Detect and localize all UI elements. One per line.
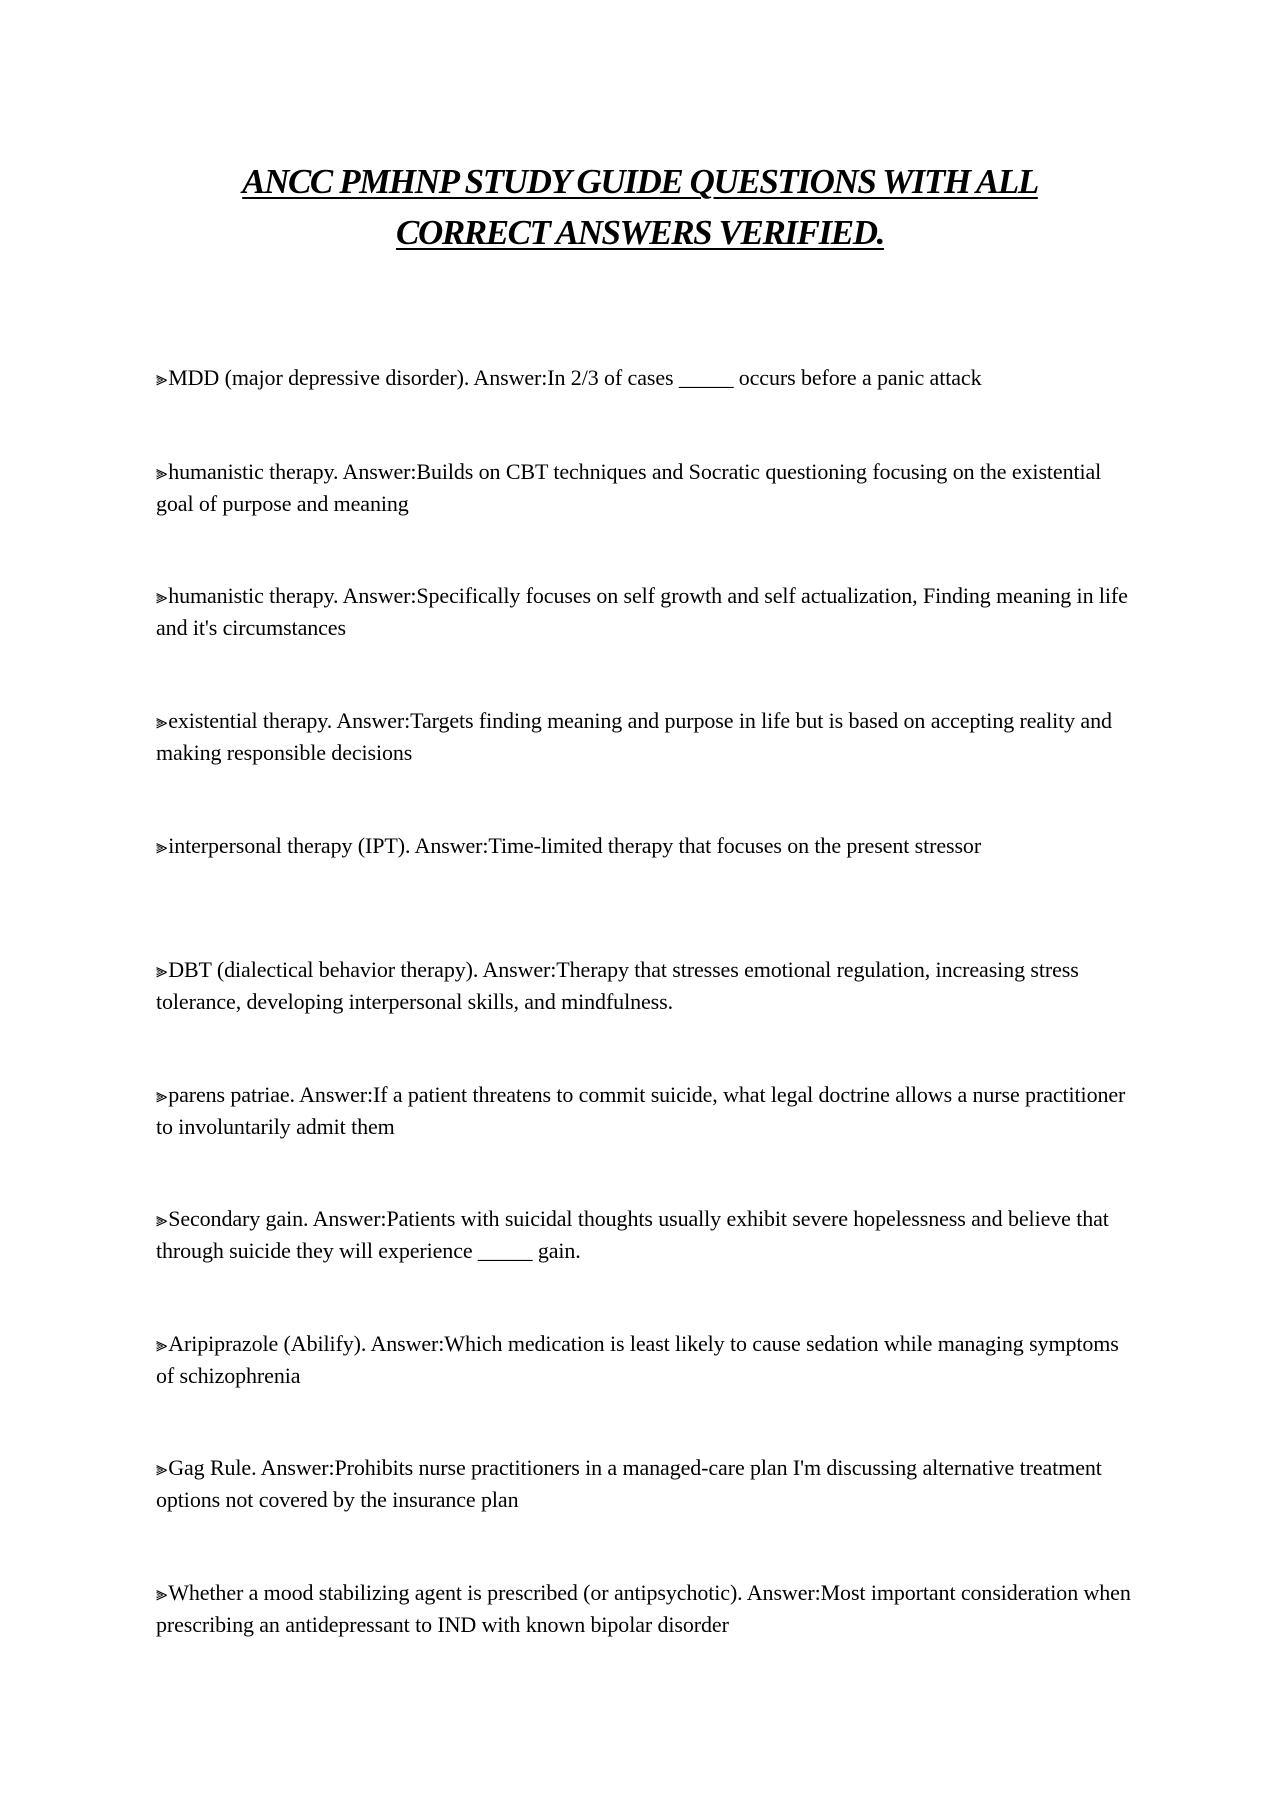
qa-text: Aripiprazole (Abilify). Answer:Which medication is least likely to cause sedation while managing symptoms of schizophrenia [156,1331,1119,1388]
qa-item-9 [156,1328,1136,1391]
arrow-bullet-icon: ⫸ [156,1581,168,1605]
qa-text: humanistic therapy. Answer:Builds on CBT techniques and Socratic questioning focusing on the existential goal of purpose and meaning [156,459,1102,516]
qa-item-10 [156,1452,1136,1515]
qa-item-1 [156,362,1136,394]
page-title [150,156,1130,258]
qa-text: Secondary gain. Answer:Patients with suicidal thoughts usually exhibit severe hopelessness and believe that through suicide they will experience _____ gain. [156,1206,1109,1263]
arrow-bullet-icon: ⫸ [156,834,168,858]
qa-text: humanistic therapy. Answer:Specifically focuses on self growth and self actualization, Finding meaning in life and it's circumstances [156,583,1128,640]
arrow-bullet-icon: ⫸ [156,584,168,608]
qa-text: interpersonal therapy (IPT). Answer:Time-limited therapy that focuses on the present stressor [168,833,982,858]
qa-item-5 [156,830,1136,862]
arrow-bullet-icon: ⫸ [156,460,168,484]
arrow-bullet-icon: ⫸ [156,1332,168,1356]
qa-item-11 [156,1577,1136,1640]
arrow-bullet-icon: ⫸ [156,1083,168,1107]
title-line-2: CORRECT ANSWERS VERIFIED. [396,213,884,252]
qa-text: existential therapy. Answer:Targets finding meaning and purpose in life but is based on accepting reality and making responsible decisions [156,708,1112,765]
qa-text: MDD (major depressive disorder). Answer:In 2/3 of cases _____ occurs before a panic attack [168,365,982,390]
arrow-bullet-icon: ⫸ [156,709,168,733]
qa-item-6 [156,954,1136,1017]
qa-text: parens patriae. Answer:If a patient threatens to commit suicide, what legal doctrine allows a nurse practitioner to involuntarily admit them [156,1082,1126,1139]
qa-text: Gag Rule. Answer:Prohibits nurse practitioners in a managed-care plan I'm discussing alternative treatment options not covered by the insurance plan [156,1455,1102,1512]
arrow-bullet-icon: ⫸ [156,958,168,982]
arrow-bullet-icon: ⫸ [156,366,168,390]
qa-item-3 [156,580,1136,643]
qa-text: DBT (dialectical behavior therapy). Answer:Therapy that stresses emotional regulation, increasing stress tolerance, developing interpersonal skills, and mindfulness. [156,957,1079,1014]
qa-item-8 [156,1203,1136,1266]
qa-item-7 [156,1079,1136,1142]
arrow-bullet-icon: ⫸ [156,1456,168,1480]
qa-text: Whether a mood stabilizing agent is prescribed (or antipsychotic). Answer:Most important consideration when prescribing an antidepressant to IND with known bipolar disorder [156,1580,1131,1637]
title-line-1: ANCC PMHNP STUDY GUIDE QUESTIONS WITH ALL [242,162,1038,201]
arrow-bullet-icon: ⫸ [156,1207,168,1231]
qa-item-4 [156,705,1136,768]
qa-item-2 [156,456,1136,519]
